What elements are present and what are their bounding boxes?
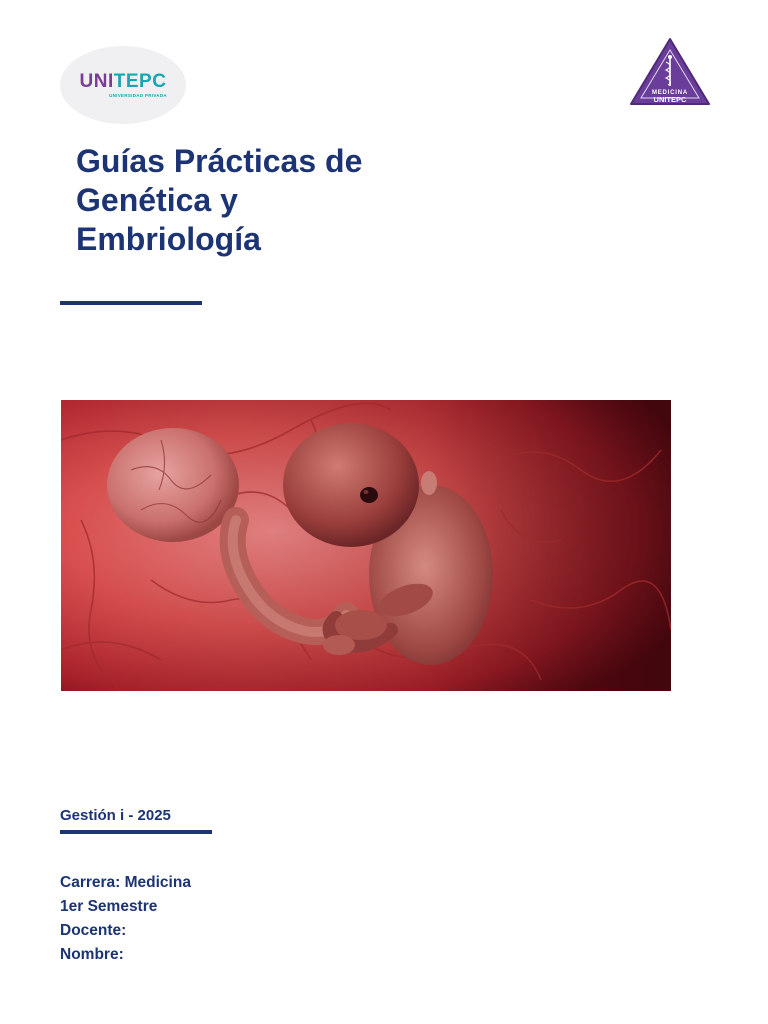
logo-tagline: UNIVERSIDAD PRIVADA xyxy=(109,93,167,98)
teacher-label: Docente: xyxy=(60,922,127,939)
unitepc-logo-wordmark xyxy=(80,72,167,91)
embryo-illustration xyxy=(61,400,671,691)
semester-label: 1er Semestre xyxy=(60,898,158,915)
seal-brand-text: UNITEPC xyxy=(653,95,687,104)
title-line-2: Genética y xyxy=(76,182,238,218)
term-underline xyxy=(60,830,212,834)
career-label: Carrera: Medicina xyxy=(60,874,191,891)
seal-arc-text: MEDICINA xyxy=(651,90,689,96)
embryo-photo xyxy=(61,400,671,691)
student-name-label: Nombre: xyxy=(60,946,124,963)
medicina-seal-icon xyxy=(628,36,712,108)
medicina-seal-logo xyxy=(628,36,712,108)
title-underline xyxy=(60,301,202,305)
unitepc-logo xyxy=(60,46,186,124)
title-line-3: Embriología xyxy=(76,221,261,257)
course-info-block xyxy=(60,871,191,967)
logo-brand-tepc: TEPC xyxy=(113,71,167,92)
logo-brand-uni: UNI xyxy=(79,71,114,92)
term-label: Gestión i - 2025 xyxy=(60,807,171,824)
title-line-1: Guías Prácticas de xyxy=(76,143,363,179)
page-title xyxy=(76,142,456,259)
